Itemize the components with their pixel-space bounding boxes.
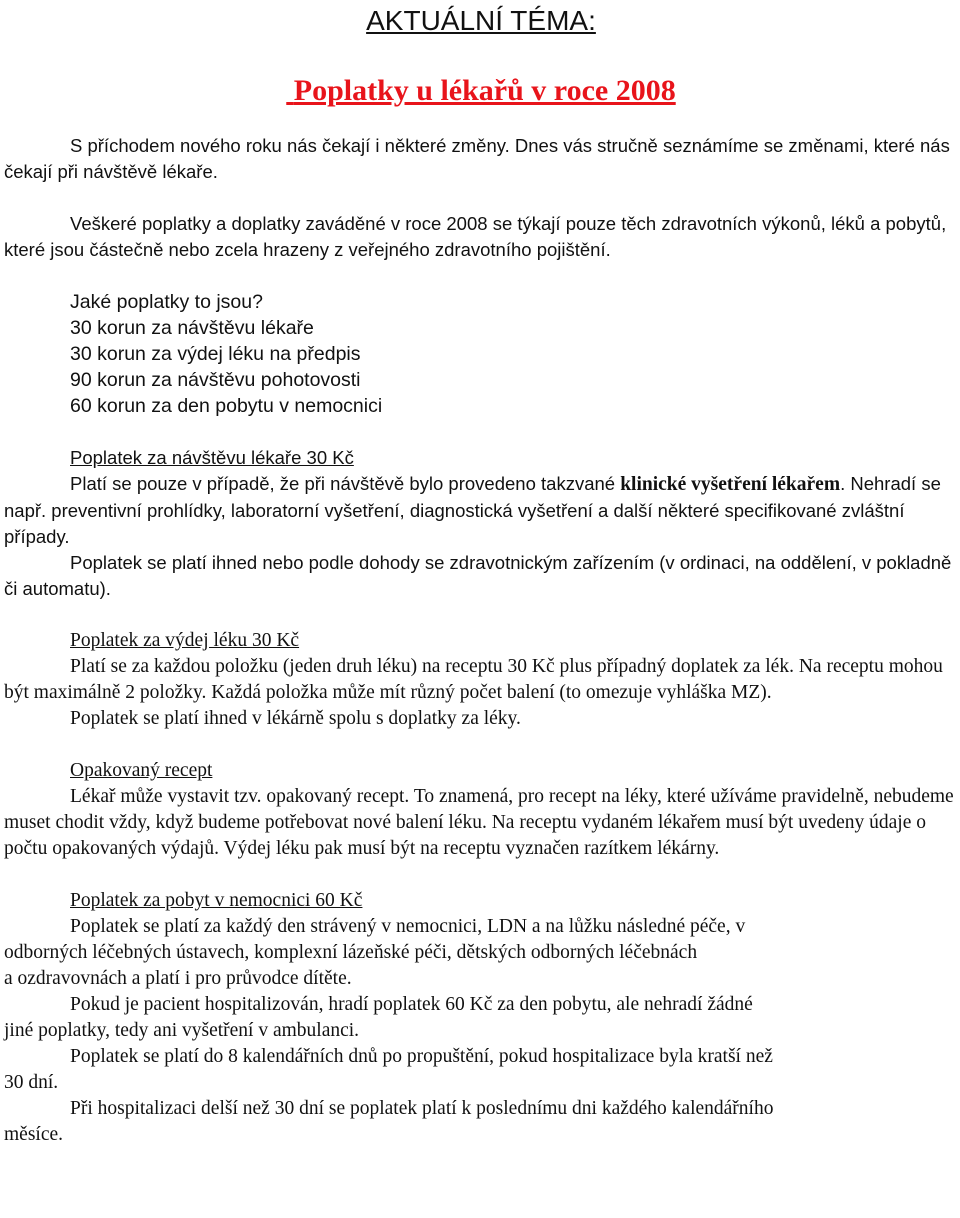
text-line: a ozdravovnách a platí i pro průvodce dítěte. <box>4 968 352 989</box>
visit-fee-heading: Poplatek za návštěvu lékaře 30 Kč <box>70 447 354 468</box>
text-line: Poplatek se platí do 8 kalendářních dnů po propuštění, pokud hospitalizace byla kratší než <box>70 1046 773 1067</box>
text-line: Při hospitalizaci delší než 30 dní se poplatek platí k poslednímu dni každého kalendářního <box>70 1098 774 1119</box>
visit-fee-emphasis: klinické vyšetření lékařem <box>620 474 841 495</box>
intro-paragraph-1: S příchodem nového roku nás čekají i některé změny. Dnes vás stručně seznámíme se změnami, které nás čekají při návštěvě lékaře. <box>4 135 950 182</box>
fee-item: 30 korun za návštěvu lékaře <box>70 317 314 339</box>
fees-question: Jaké poplatky to jsou? <box>70 291 263 313</box>
text-line: 30 dní. <box>4 1072 59 1093</box>
hospital-fee-paragraph-1 <box>4 914 958 992</box>
text-line: Poplatek se platí za každý den strávený v nemocnici, LDN a na lůžku následné péče, v <box>70 916 746 937</box>
visit-fee-paragraph-1 <box>4 471 958 550</box>
fee-item: 90 korun za návštěvu pohotovosti <box>70 369 361 391</box>
fees-list <box>4 289 958 419</box>
hospital-fee-paragraph-3 <box>4 1044 958 1096</box>
text-line: jiné poplatky, tedy ani vyšetření v ambulanci. <box>4 1020 360 1041</box>
topic-heading: AKTUÁLNÍ TÉMA: <box>366 5 596 36</box>
intro-paragraph-2: Veškeré poplatky a doplatky zaváděné v roce 2008 se týkají pouze těch zdravotních výkonů, léků a pobytů, které jsou částečně nebo zcela hrazeny z veřejného zdravotního pojištění. <box>4 213 947 260</box>
repeat-prescription-paragraph: Lékař může vystavit tzv. opakovaný recept. To znamená, pro recept na léky, které užíváme pravidelně, nebudeme muset chodit vždy, když budeme potřebovat nové balení léku. Na receptu vydaném lékařem musí být uvedeny údaje o počtu opakovaných výdajů. Výdej léku pak musí být na receptu vyznačen razítkem lékárny. <box>4 786 954 859</box>
hospital-fee-paragraph-4 <box>4 1096 958 1148</box>
fee-item: 60 korun za den pobytu v nemocnici <box>70 395 383 417</box>
document-page <box>4 0 958 1148</box>
medicine-fee-paragraph-2: Poplatek se platí ihned v lékárně spolu s doplatky za léky. <box>70 708 521 729</box>
title-leading-space <box>286 74 294 107</box>
visit-fee-text-start: Platí se pouze v případě, že při návštěvě bylo provedeno takzvané <box>70 473 621 494</box>
text-line: odborných léčebných ústavech, komplexní lázeňské péči, dětských odborných léčebnách <box>4 942 698 963</box>
medicine-fee-paragraph-1: Platí se za každou položku (jeden druh léku) na receptu 30 Kč plus případný doplatek za lék. Na receptu mohou být maximálně 2 položky. Každá položka může mít různý počet balení (to omezuje vyhláška MZ). <box>4 656 943 703</box>
fee-item: 30 korun za výdej léku na předpis <box>70 343 361 365</box>
visit-fee-paragraph-2: Poplatek se platí ihned nebo podle dohody se zdravotnickým zařízením (v ordinaci, na oddělení, v pokladně či automatu). <box>4 552 952 599</box>
hospital-fee-paragraph-2 <box>4 992 958 1044</box>
article-title-text: Poplatky u lékařů v roce 2008 <box>293 74 676 107</box>
hospital-fee-heading: Poplatek za pobyt v nemocnici 60 Kč <box>70 890 363 911</box>
visit-fee-text-end: . Nehradí se např. preventivní prohlídky, laboratorní vyšetření, diagnostická vyšetření a další některé specifikované zvláštní případy. <box>4 473 941 547</box>
text-line: Pokud je pacient hospitalizován, hradí poplatek 60 Kč za den pobytu, ale nehradí žádné <box>70 994 753 1015</box>
article-title <box>4 71 958 111</box>
text-line: měsíce. <box>4 1124 64 1145</box>
medicine-fee-heading: Poplatek za výdej léku 30 Kč <box>70 630 300 651</box>
repeat-prescription-heading: Opakovaný recept <box>70 760 213 781</box>
